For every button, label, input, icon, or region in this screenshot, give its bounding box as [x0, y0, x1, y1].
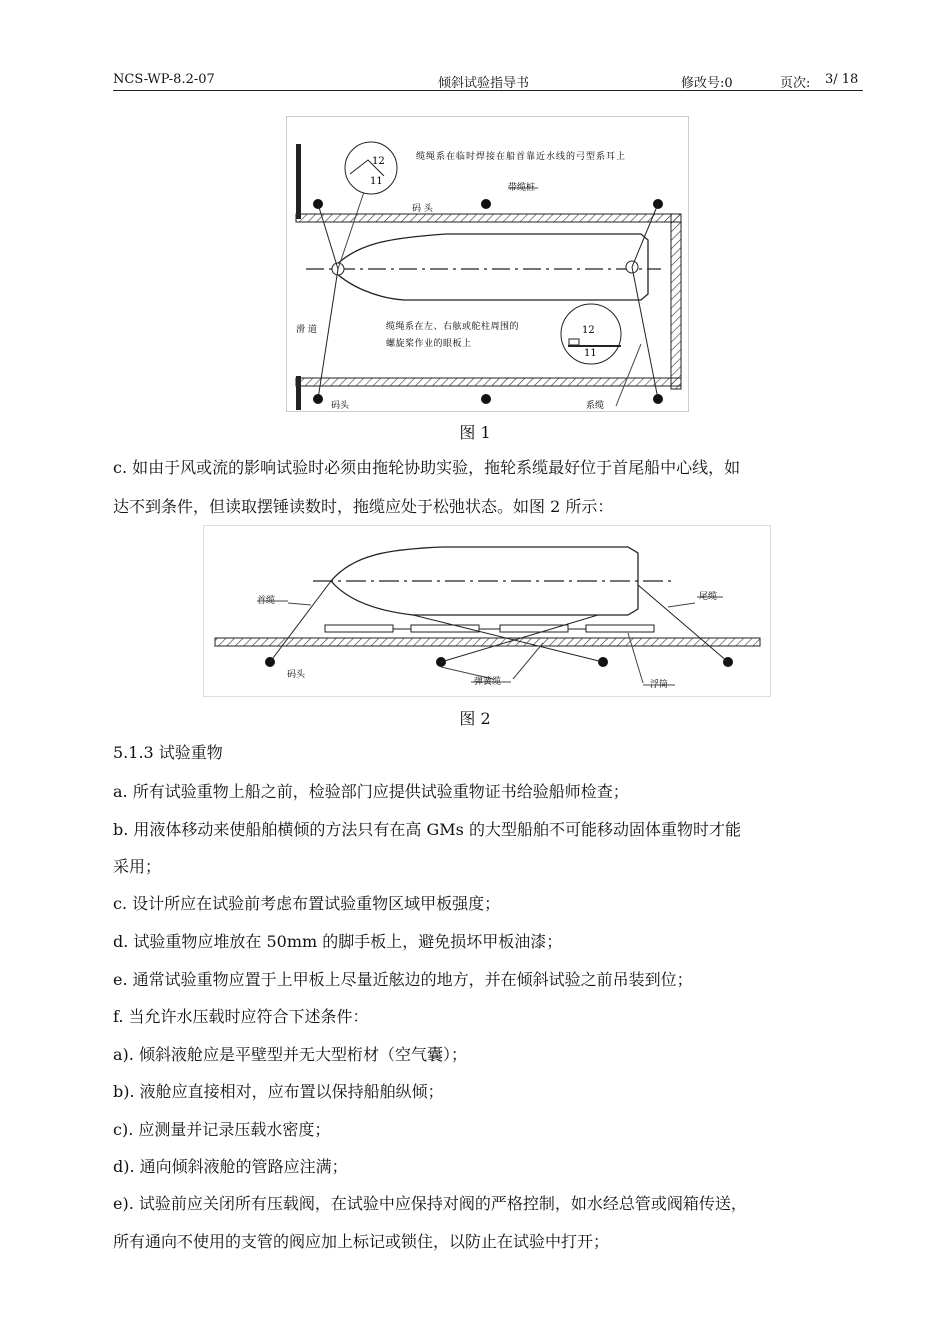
page-header	[113, 72, 863, 91]
figure-2-diagram	[203, 525, 771, 697]
bow-mooring-line	[270, 581, 331, 662]
pontoon	[586, 625, 654, 632]
note-top: 缆绳系在临时焊接在船首靠近水线的弓型系耳上	[416, 152, 627, 162]
figure-1-caption: 图 1	[459, 423, 491, 442]
section-line: b. 用液体移动来使船舶横倾的方法只有在高 GMs 的大型船舶不可能移动固体重物时才能	[113, 820, 741, 839]
doc-number: NCS-WP-8.2-07	[113, 72, 215, 87]
revision-number: 修改号:0	[681, 76, 733, 91]
page-label: 页次:	[780, 76, 811, 91]
paragraph-c-line1: c. 如由于风或流的影响试验时必须由拖轮协助实验，拖轮系缆最好位于首尾船中心线，如	[113, 458, 741, 477]
section-line: d). 通向倾斜液舱的管路应注满；	[113, 1157, 348, 1176]
section-line: b). 液舱应直接相对，应布置以保持船舶纵倾；	[113, 1082, 444, 1101]
section-line: c. 设计所应在试验前考虑布置试验重物区域甲板强度；	[113, 894, 501, 913]
stern-detail-11: 11	[584, 348, 597, 359]
figure-1-diagram	[286, 116, 689, 412]
wharf-top-label: 码 头	[412, 204, 433, 214]
bollard	[481, 199, 491, 209]
page-number: 3/ 18	[825, 72, 859, 87]
section-heading: 5.1.3 试验重物	[113, 743, 223, 762]
stern-line-label: 尾缆	[699, 592, 718, 602]
section-line: 所有通向不使用的支管的阀应加上标记或锁住，以防止在试验中打开；	[113, 1232, 610, 1251]
leader-line	[668, 603, 695, 607]
leader-line	[288, 603, 311, 605]
slip-end-hatched	[671, 214, 681, 389]
figure-1	[286, 116, 689, 412]
wharf-top-edge-vertical	[296, 144, 301, 219]
wharf-label: 码头	[287, 670, 306, 680]
bollard-label: 带缆桩	[508, 183, 536, 193]
slipway-label: 滑 道	[296, 325, 317, 335]
leader-line	[338, 186, 366, 269]
wharf-bottom-hatched	[296, 378, 681, 386]
section-line: a. 所有试验重物上船之前，检验部门应提供试验重物证书给验船师检查；	[113, 782, 629, 801]
bollard	[481, 394, 491, 404]
section-line: a). 倾斜液舱应是平壁型并无大型桁材（空气囊）；	[113, 1045, 467, 1064]
section-line: d. 试验重物应堆放在 50mm 的脚手板上，避免损坏甲板油漆；	[113, 932, 563, 951]
section-line: c). 应测量并记录压载水密度；	[113, 1120, 331, 1139]
spring-line-label: 弹簧缆	[474, 677, 502, 687]
leader-line	[513, 643, 543, 679]
wharf-hatched	[215, 638, 760, 646]
figure-2	[203, 525, 771, 697]
bow-detail-12: 12	[372, 156, 385, 167]
stern-detail-12: 12	[582, 325, 595, 336]
section-line: 采用；	[113, 857, 162, 876]
wharf-bottom-label: 码头	[331, 401, 350, 411]
bow-detail-11: 11	[370, 176, 383, 187]
figure-2-caption: 图 2	[459, 709, 491, 728]
section-line: f. 当允许水压载时应符合下述条件：	[113, 1007, 369, 1026]
pontoon	[500, 625, 568, 632]
pontoon-label: 浮筒	[650, 680, 669, 690]
section-line: e). 试验前应关闭所有压载阀，在试验中应保持对阀的严格控制，如水经总管或阀箱传送，	[113, 1194, 747, 1213]
note-bottom-2: 螺旋桨作业的眼板上	[386, 339, 472, 349]
pontoon	[325, 625, 393, 632]
mooring-label: 系缆	[586, 401, 605, 411]
ship-hull	[332, 234, 648, 300]
doc-title: 倾斜试验指导书	[438, 76, 530, 91]
mooring-line	[632, 204, 658, 267]
section-line: e. 通常试验重物应置于上甲板上尽量近舷边的地方，并在倾斜试验之前吊装到位；	[113, 970, 693, 989]
bow-line-label: 首缆	[257, 596, 276, 606]
paragraph-c-line2: 达不到条件，但读取摆锤读数时，拖缆应处于松弛状态。如图 2 所示：	[113, 497, 614, 516]
leader-line	[616, 344, 641, 406]
note-bottom-1: 缆绳系在左、右舷或舵柱周围的	[386, 322, 520, 332]
